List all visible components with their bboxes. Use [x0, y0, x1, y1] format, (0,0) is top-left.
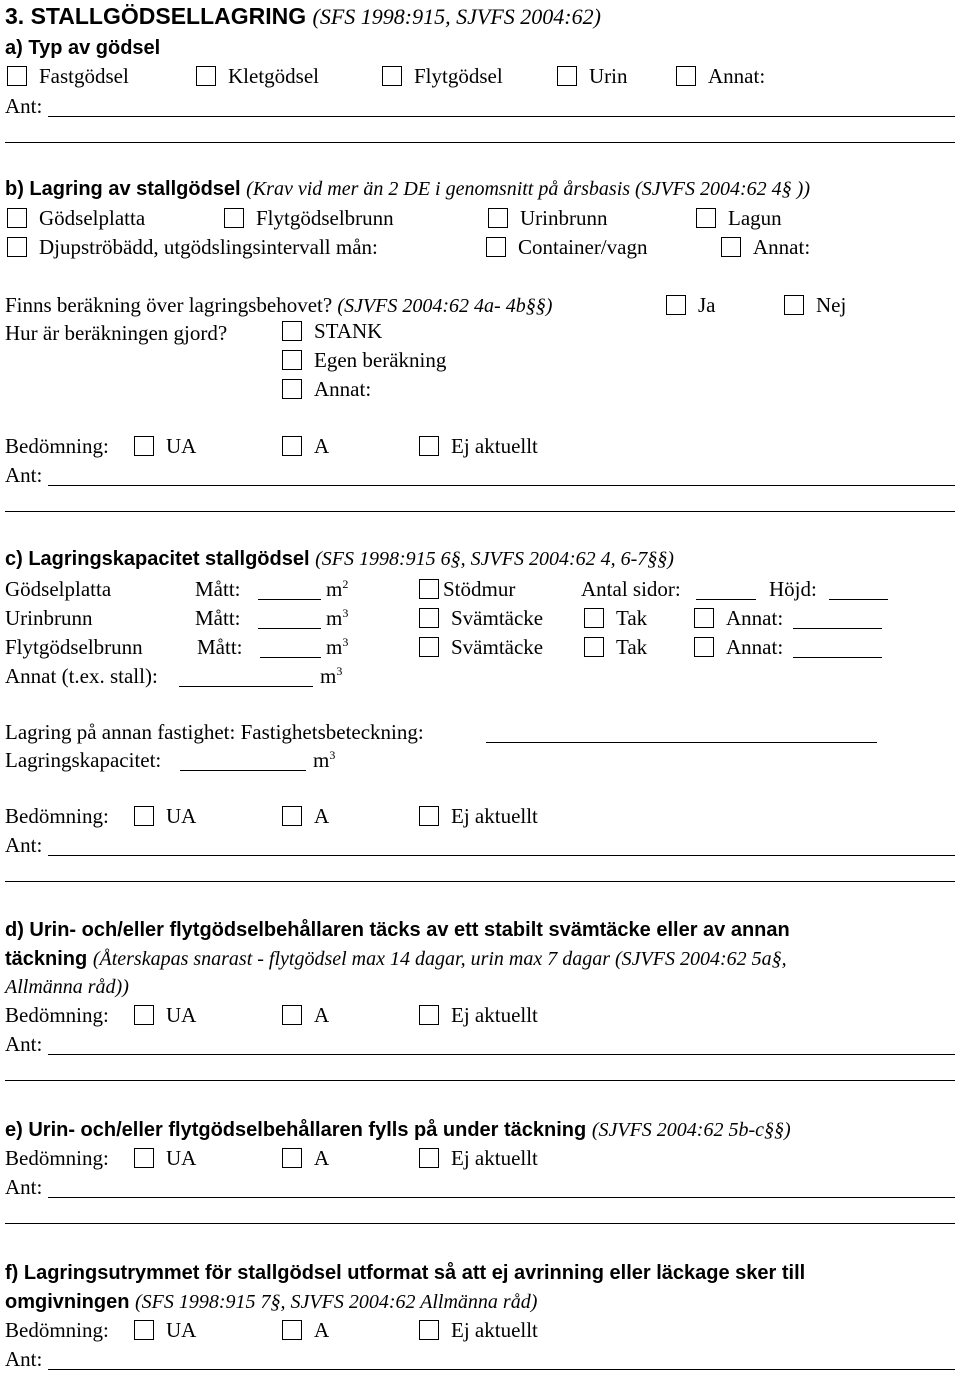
ant-label-e: Ant:: [5, 1175, 43, 1199]
annat-stall-line[interactable]: [179, 686, 313, 687]
ant-line-e2[interactable]: [5, 1223, 955, 1224]
c-label-godselplatta: Gödselplatta: [5, 577, 112, 601]
section-d-title-end: täckning: [5, 948, 88, 970]
ant-line-a1[interactable]: [48, 116, 955, 117]
label-ua-d: UA: [166, 1003, 197, 1027]
ant-line-a2[interactable]: [5, 142, 955, 143]
section-d-reference-2: Allmänna råd)): [5, 976, 129, 998]
bedomning-label-d: Bedömning:: [5, 1003, 109, 1027]
checkbox-ua-f[interactable]: [134, 1320, 154, 1340]
c-matt-label-1: Mått:: [195, 577, 241, 601]
label-flytgodselbrunn: Flytgödselbrunn: [256, 206, 394, 230]
label-ua-e: UA: [166, 1146, 197, 1170]
antal-sidor-line[interactable]: [696, 599, 756, 600]
label-godselplatta: Gödselplatta: [39, 206, 146, 230]
checkbox-ua-c[interactable]: [134, 806, 154, 826]
label-lagring-annan: Lagring på annan fastighet: Fastighetsbeteckning:: [5, 720, 424, 744]
ant-line-b1[interactable]: [48, 485, 955, 486]
ant-line-d1[interactable]: [48, 1054, 955, 1055]
label-hojd: Höjd:: [769, 577, 817, 601]
checkbox-ej-f[interactable]: [419, 1320, 439, 1340]
label-kletgodsel: Kletgödsel: [228, 64, 319, 88]
label-fastgodsel: Fastgödsel: [39, 64, 129, 88]
checkbox-lagun[interactable]: [696, 208, 716, 228]
section-b-reference: (Krav vid mer än 2 DE i genomsnitt på årsbasis (SJVFS 2004:62 4§ )): [246, 178, 810, 200]
section-b-title: b) Lagring av stallgödsel: [5, 178, 241, 200]
checkbox-kletgodsel[interactable]: [196, 66, 216, 86]
c-label-flytgodselbrunn: Flytgödselbrunn: [5, 635, 143, 659]
section-c-reference: (SFS 1998:915 6§, SJVFS 2004:62 4, 6-7§§): [315, 548, 674, 570]
checkbox-urinbrunn[interactable]: [488, 208, 508, 228]
checkbox-annat-a[interactable]: [676, 66, 696, 86]
label-nej: Nej: [816, 293, 847, 317]
c-unit-1-m: m: [326, 577, 343, 601]
checkbox-container[interactable]: [486, 237, 506, 257]
checkbox-annat-c1[interactable]: [694, 608, 714, 628]
checkbox-a-c[interactable]: [282, 806, 302, 826]
hojd-line[interactable]: [829, 599, 888, 600]
label-a-f: A: [314, 1318, 330, 1342]
checkbox-tak-1[interactable]: [584, 608, 604, 628]
c-unit-2-exp: 3: [342, 606, 349, 620]
section-e-reference: (SJVFS 2004:62 5b-c§§): [591, 1119, 791, 1141]
checkbox-ej-d[interactable]: [419, 1005, 439, 1025]
section-d-heading-2: [5, 947, 787, 971]
label-ua-b: UA: [166, 434, 197, 458]
label-tak-2: Tak: [616, 635, 648, 659]
checkbox-djupstrobadd[interactable]: [7, 237, 27, 257]
label-urinbrunn: Urinbrunn: [520, 206, 608, 230]
section-f-heading-1: f) Lagringsutrymmet för stallgödsel utformat så att ej avrinning eller läckage sker till: [5, 1262, 806, 1284]
label-antal-sidor: Antal sidor:: [581, 577, 681, 601]
ant-line-b2[interactable]: [5, 511, 955, 512]
label-svamtacke-1: Svämtäcke: [451, 606, 544, 630]
checkbox-flytgodsel[interactable]: [382, 66, 402, 86]
ant-label-c: Ant:: [5, 833, 43, 857]
section-a-heading: a) Typ av gödsel: [5, 37, 161, 59]
checkbox-annat-how[interactable]: [282, 379, 302, 399]
c-unit-4: [320, 664, 342, 688]
checkbox-ua-b[interactable]: [134, 436, 154, 456]
c-unit-5: [313, 748, 335, 772]
c-label-urinbrunn: Urinbrunn: [5, 606, 93, 630]
annat-c2-line[interactable]: [793, 657, 882, 658]
ant-label-f: Ant:: [5, 1347, 43, 1371]
c-unit-3-m: m: [326, 635, 343, 659]
ant-label-a: Ant:: [5, 94, 43, 118]
label-ej-b: Ej aktuellt: [451, 434, 538, 458]
checkbox-ej-b[interactable]: [419, 436, 439, 456]
ant-line-e1[interactable]: [48, 1197, 955, 1198]
label-ua-f: UA: [166, 1318, 197, 1342]
lagringskapacitet-line[interactable]: [180, 770, 306, 771]
label-djupstrobadd: Djupströbädd, utgödslingsintervall mån:: [39, 235, 378, 259]
c-unit-3-exp: 3: [342, 635, 349, 649]
c-matt-line-2[interactable]: [258, 628, 321, 629]
c-unit-5-exp: 3: [329, 748, 336, 762]
label-lagun: Lagun: [728, 206, 782, 230]
checkbox-tak-2[interactable]: [584, 637, 604, 657]
bedomning-label-f: Bedömning:: [5, 1318, 109, 1342]
ant-line-d2[interactable]: [5, 1080, 955, 1081]
checkbox-nej[interactable]: [784, 295, 804, 315]
label-ua-c: UA: [166, 804, 197, 828]
bedomning-label-e: Bedömning:: [5, 1146, 109, 1170]
checkbox-godselplatta[interactable]: [7, 208, 27, 228]
ant-line-f1[interactable]: [48, 1369, 955, 1370]
bedomning-label-c: Bedömning:: [5, 804, 109, 828]
bedomning-label-b: Bedömning:: [5, 434, 109, 458]
label-flytgodsel: Flytgödsel: [414, 64, 503, 88]
page-title: [5, 4, 601, 29]
checkbox-a-f[interactable]: [282, 1320, 302, 1340]
checkbox-annat-c2[interactable]: [694, 637, 714, 657]
c-unit-3: [326, 635, 348, 659]
c-unit-2: [326, 606, 348, 630]
label-lagringskapacitet: Lagringskapacitet:: [5, 748, 162, 772]
c-unit-1: [326, 577, 348, 601]
checkbox-a-e[interactable]: [282, 1148, 302, 1168]
checkbox-ej-e[interactable]: [419, 1148, 439, 1168]
c-matt-label-3: Mått:: [197, 635, 243, 659]
label-a-c: A: [314, 804, 330, 828]
section-d-reference-1: (Återskapas snarast - flytgödsel max 14 dagar, urin max 7 dagar (SJVFS 2004:62 5a§,: [92, 948, 787, 970]
calc-question: [5, 293, 552, 318]
annat-c1-line[interactable]: [793, 628, 882, 629]
checkbox-flytgodselbrunn[interactable]: [224, 208, 244, 228]
fastighetsbeteckning-line[interactable]: [486, 742, 877, 743]
checkbox-a-b[interactable]: [282, 436, 302, 456]
section-f-heading-2: [5, 1290, 537, 1314]
ant-label-d: Ant:: [5, 1032, 43, 1056]
label-stank: STANK: [314, 319, 383, 343]
c-matt-line-1[interactable]: [258, 599, 321, 600]
label-container: Container/vagn: [518, 235, 648, 259]
c-matt-label-2: Mått:: [195, 606, 241, 630]
section-c-title: c) Lagringskapacitet stallgödsel: [5, 548, 310, 570]
calc-question-text: Finns beräkning över lagringsbehovet?: [5, 293, 333, 317]
c-unit-1-exp: 2: [342, 577, 349, 591]
label-annat-c1: Annat:: [726, 606, 784, 630]
ant-line-c2[interactable]: [5, 881, 955, 882]
checkbox-ua-d[interactable]: [134, 1005, 154, 1025]
c-unit-4-m: m: [320, 664, 337, 688]
label-stodmur: Stödmur: [443, 577, 516, 601]
label-annat-a: Annat:: [708, 64, 766, 88]
checkbox-urin[interactable]: [557, 66, 577, 86]
section-f-title-end: omgivningen: [5, 1291, 130, 1313]
c-unit-5-m: m: [313, 748, 330, 772]
checkbox-egen-berakning[interactable]: [282, 350, 302, 370]
section-e-title: e) Urin- och/eller flytgödselbehållaren fylls på under täckning: [5, 1119, 587, 1141]
label-urin: Urin: [589, 64, 628, 88]
label-svamtacke-2: Svämtäcke: [451, 635, 544, 659]
ant-line-c1[interactable]: [48, 855, 955, 856]
title-reference: (SFS 1998:915, SJVFS 2004:62): [312, 4, 601, 29]
c-unit-4-exp: 3: [336, 664, 343, 678]
title-main: 3. STALLGÖDSELLAGRING: [5, 3, 307, 29]
section-e-heading: [5, 1118, 791, 1142]
label-ja: Ja: [698, 293, 716, 317]
checkbox-a-d[interactable]: [282, 1005, 302, 1025]
label-ej-e: Ej aktuellt: [451, 1146, 538, 1170]
label-ej-d: Ej aktuellt: [451, 1003, 538, 1027]
c-unit-2-m: m: [326, 606, 343, 630]
c-label-annat-stall: Annat (t.ex. stall):: [5, 664, 158, 688]
ant-label-b: Ant:: [5, 463, 43, 487]
calc-question-reference: (SJVFS 2004:62 4a- 4b§§): [337, 295, 553, 317]
section-c-heading: [5, 547, 674, 571]
checkbox-fastgodsel[interactable]: [7, 66, 27, 86]
label-ej-c: Ej aktuellt: [451, 804, 538, 828]
label-tak-1: Tak: [616, 606, 648, 630]
checkbox-ej-c[interactable]: [419, 806, 439, 826]
checkbox-ua-e[interactable]: [134, 1148, 154, 1168]
section-f-reference: (SFS 1998:915 7§, SJVFS 2004:62 Allmänna råd): [135, 1291, 538, 1313]
label-annat-c2: Annat:: [726, 635, 784, 659]
label-egen-berakning: Egen beräkning: [314, 348, 447, 372]
label-annat-how: Annat:: [314, 377, 372, 401]
checkbox-annat-b[interactable]: [721, 237, 741, 257]
label-annat-b: Annat:: [753, 235, 811, 259]
label-a-d: A: [314, 1003, 330, 1027]
checkbox-stank[interactable]: [282, 321, 302, 341]
checkbox-svamtacke-2[interactable]: [419, 637, 439, 657]
section-b-heading: [5, 177, 810, 201]
label-a-e: A: [314, 1146, 330, 1170]
section-d-heading-1: d) Urin- och/eller flytgödselbehållaren täcks av ett stabilt svämtäcke eller av annan: [5, 919, 790, 941]
how-question: Hur är beräkningen gjord?: [5, 321, 228, 345]
checkbox-svamtacke-1[interactable]: [419, 608, 439, 628]
checkbox-stodmur[interactable]: [419, 579, 439, 599]
checkbox-ja[interactable]: [666, 295, 686, 315]
label-ej-f: Ej aktuellt: [451, 1318, 538, 1342]
label-a-b: A: [314, 434, 330, 458]
c-matt-line-3[interactable]: [260, 657, 321, 658]
